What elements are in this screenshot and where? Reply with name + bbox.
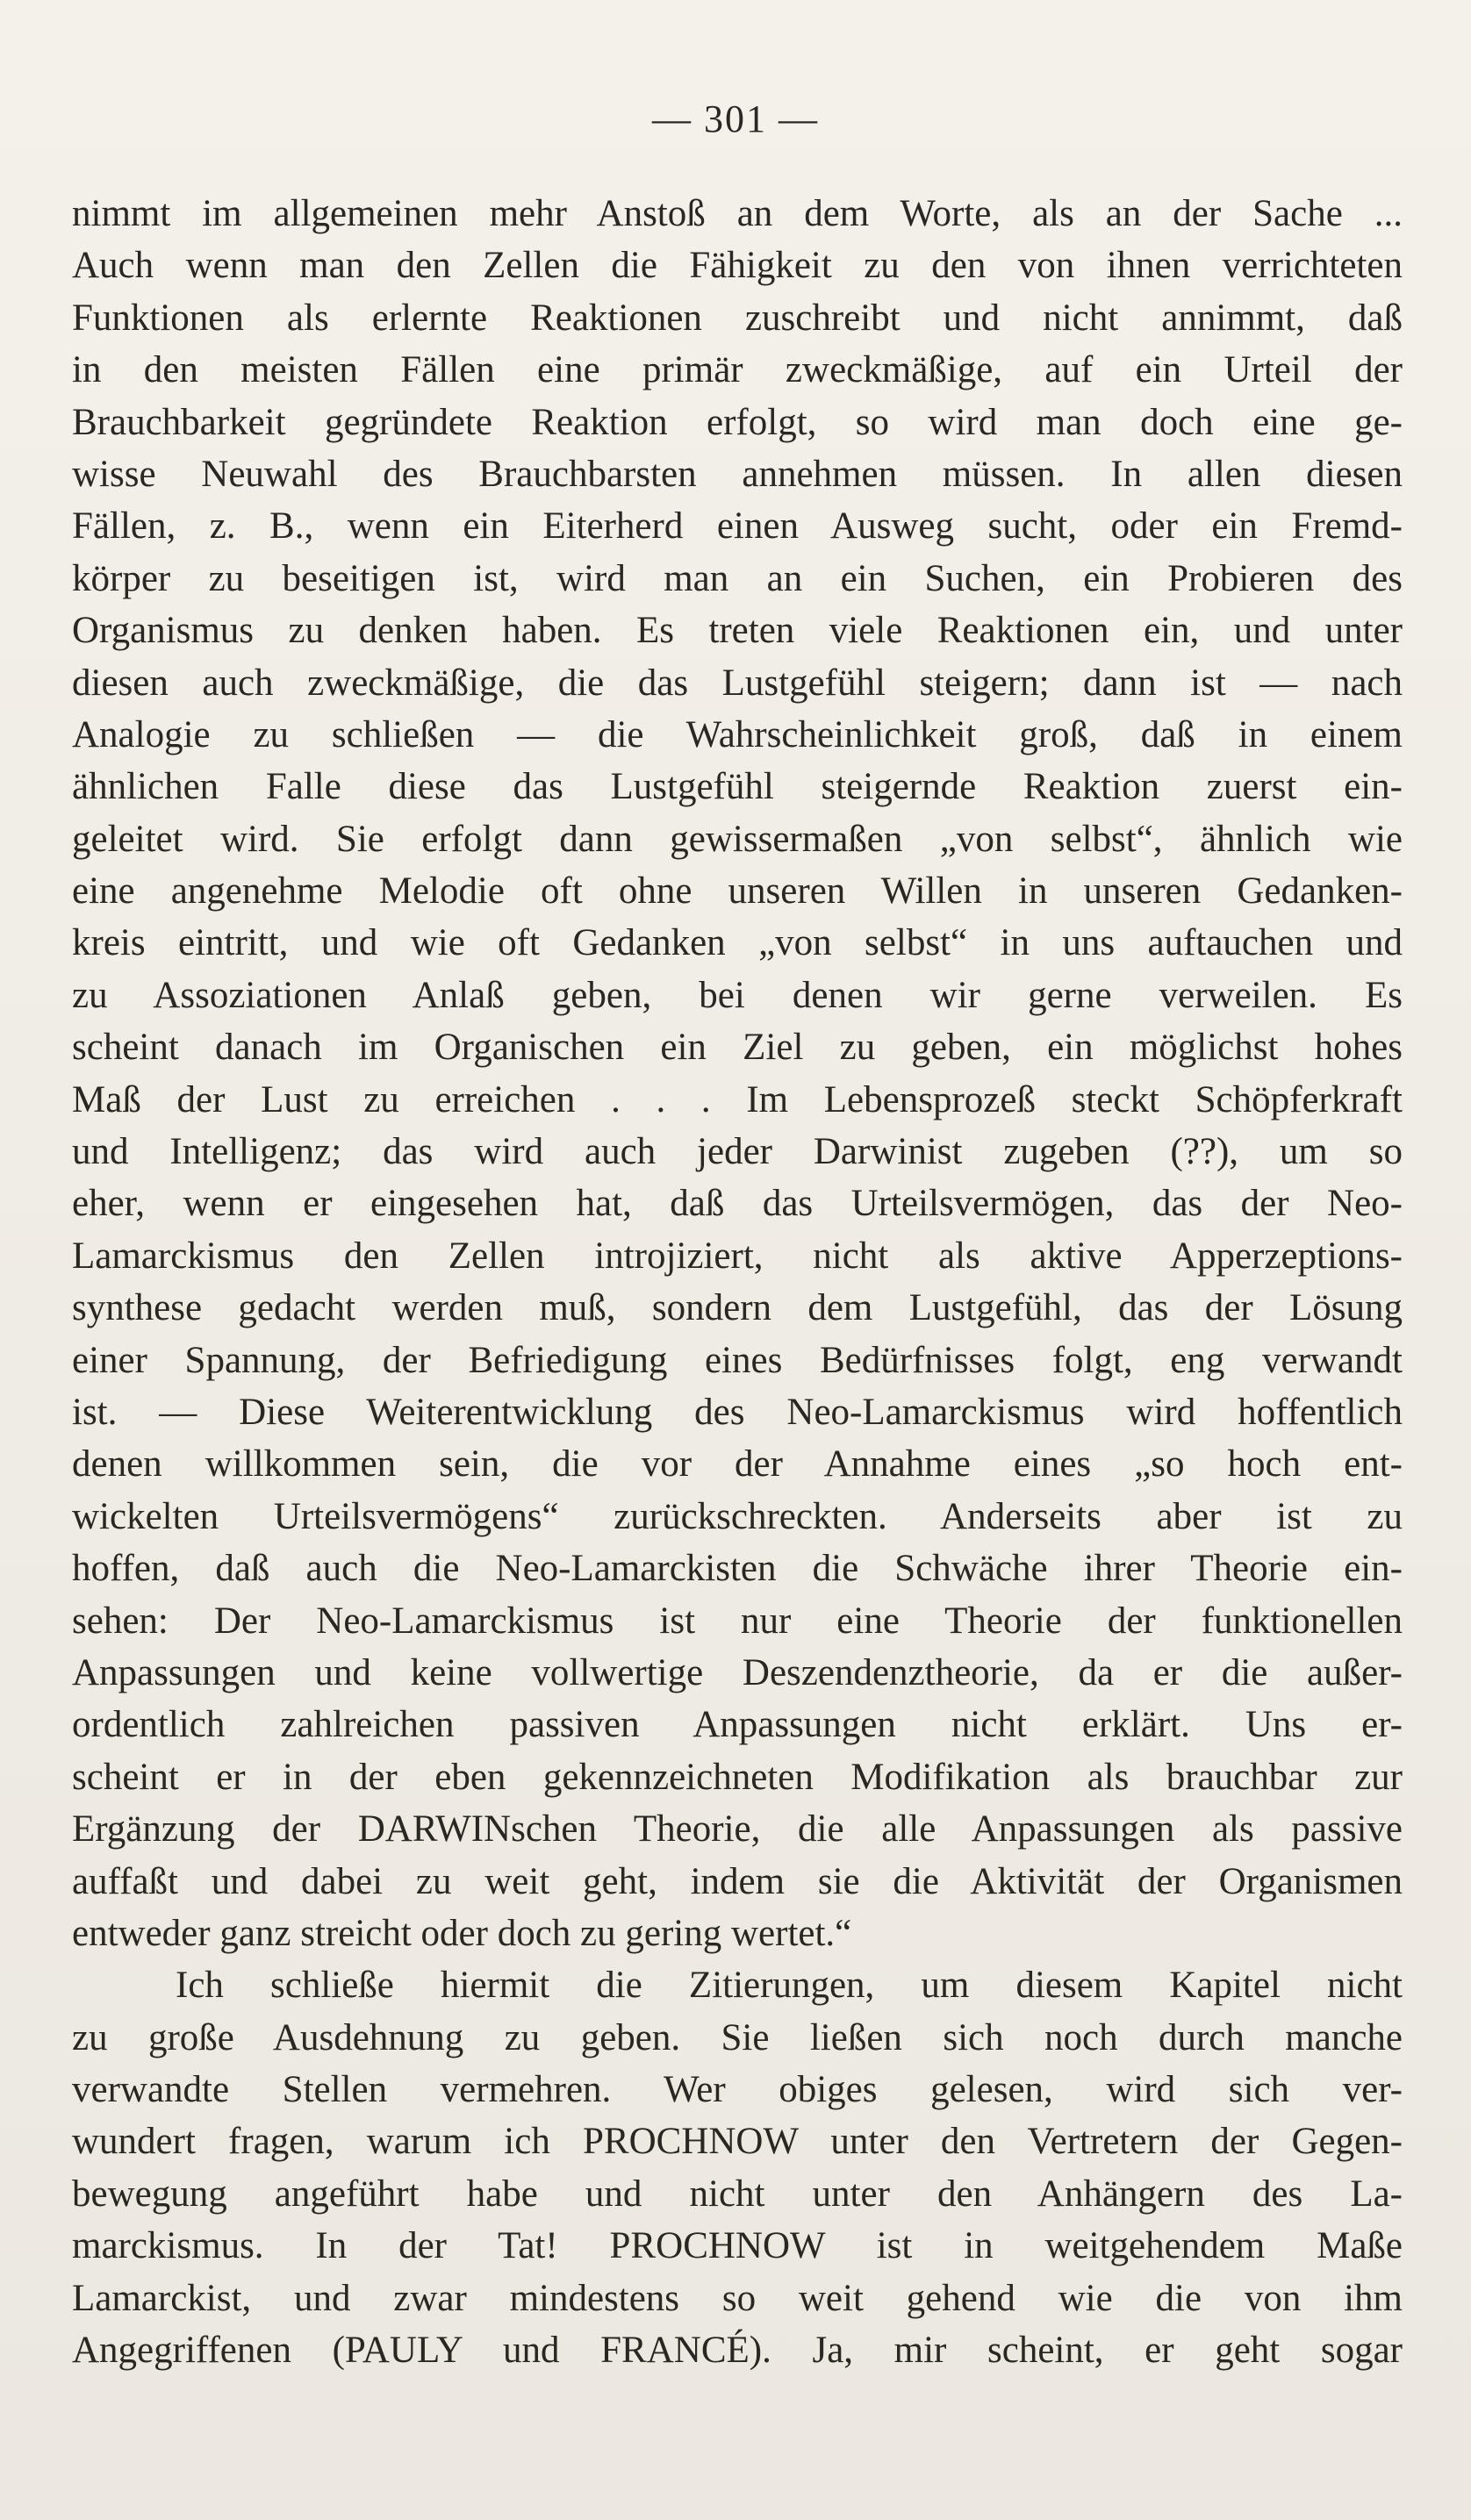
text-line: Lamarckismus den Zellen introjiziert, nicht als aktive Apperzeptions- <box>72 1235 1403 1277</box>
page-number: — 301 — <box>652 97 819 140</box>
text-line: marckismus. In der Tat! PROCHNOW ist in weitgehendem Maße <box>72 2225 1403 2267</box>
text-line: ähnlichen Falle diese das Lustgefühl steigernde Reaktion zuerst ein- <box>72 766 1403 808</box>
text-line: Lamarckist, und zwar mindestens so weit gehend wie die von ihm <box>72 2277 1403 2319</box>
text-line: Maß der Lust zu erreichen . . . Im Lebensprozeß steckt Schöpferkraft <box>72 1078 1403 1120</box>
text-line: wundert fragen, warum ich PROCHNOW unter den Vertretern der Gegen- <box>72 2121 1403 2163</box>
text-line: kreis eintritt, und wie oft Gedanken „von selbst“ in uns auftauchen und <box>72 922 1403 964</box>
text-line: Ich schließe hiermit die Zitierungen, um diesem Kapitel nicht <box>176 1965 1403 2007</box>
paragraph-main <box>72 1959 1403 2376</box>
text-line: Brauchbarkeit gegründete Reaktion erfolgt, so wird man doch eine ge- <box>72 401 1403 443</box>
text-line: Funktionen als erlernte Reaktionen zuschreibt und nicht annimmt, daß <box>72 297 1403 339</box>
text-line: einer Spannung, der Befriedigung eines Bedürfnisses folgt, eng verwandt <box>72 1339 1403 1381</box>
text-line: synthese gedacht werden muß, sondern dem Lustgefühl, das der Lösung <box>72 1287 1403 1329</box>
text-line: entweder ganz streicht oder doch zu gering wertet.“ <box>72 1912 852 1954</box>
text-line: Angegriffenen (PAULY und FRANCÉ). Ja, mir scheint, er geht sogar <box>72 2330 1403 2372</box>
text-line: diesen auch zweckmäßige, die das Lustgefühl steigern; dann ist — nach <box>72 662 1403 704</box>
text-line: scheint er in der eben gekennzeichneten Modifikation als brauchbar zur <box>72 1756 1403 1798</box>
paragraph-quotation-end <box>72 188 1403 1959</box>
text-line: bewegung angeführt habe und nicht unter den Anhängern des La- <box>72 2173 1403 2215</box>
text-line: Analogie zu schließen — die Wahrscheinlichkeit groß, daß in einem <box>72 713 1403 755</box>
text-line: scheint danach im Organischen ein Ziel zu geben, ein möglichst hohes <box>72 1027 1403 1069</box>
text-line: Ergänzung der DARWINschen Theorie, die alle Anpassungen als passive <box>72 1808 1403 1851</box>
text-line: eher, wenn er eingesehen hat, daß das Urteilsvermögen, das der Neo- <box>72 1183 1403 1225</box>
text-line: ordentlich zahlreichen passiven Anpassungen nicht erklärt. Uns er- <box>72 1704 1403 1746</box>
body-text <box>72 188 1403 2376</box>
text-line: verwandte Stellen vermehren. Wer obiges gelesen, wird sich ver- <box>72 2069 1403 2111</box>
text-line: wisse Neuwahl des Brauchbarsten annehmen müssen. In allen diesen <box>72 453 1403 495</box>
text-line: auffaßt und dabei zu weit geht, indem sie die Aktivität der Organismen <box>72 1860 1403 1902</box>
text-line: körper zu beseitigen ist, wird man an ein Suchen, ein Probieren des <box>72 557 1403 599</box>
text-line: Anpassungen und keine vollwertige Deszendenztheorie, da er die außer- <box>72 1651 1403 1693</box>
text-line: zu große Ausdehnung zu geben. Sie ließen sich noch durch manche <box>72 2016 1403 2058</box>
text-line: in den meisten Fällen eine primär zweckmäßige, auf ein Urteil der <box>72 349 1403 391</box>
text-line: Auch wenn man den Zellen die Fähigkeit zu den von ihnen verrichteten <box>72 245 1403 287</box>
text-line: hoffen, daß auch die Neo-Lamarckisten die Schwäche ihrer Theorie ein- <box>72 1548 1403 1590</box>
text-line: sehen: Der Neo-Lamarckismus ist nur eine Theorie der funktionellen <box>72 1600 1403 1642</box>
text-line: wickelten Urteilsvermögens“ zurückschreckten. Anderseits aber ist zu <box>72 1495 1403 1537</box>
text-line: zu Assoziationen Anlaß geben, bei denen wir gerne verweilen. Es <box>72 974 1403 1016</box>
text-line: eine angenehme Melodie oft ohne unseren Willen in unseren Gedanken- <box>72 870 1403 913</box>
text-line: Organismus zu denken haben. Es treten viele Reaktionen ein, und unter <box>72 610 1403 652</box>
text-line: geleitet wird. Sie erfolgt dann gewissermaßen „von selbst“, ähnlich wie <box>72 818 1403 860</box>
text-line: und Intelligenz; das wird auch jeder Darwinist zugeben (??), um so <box>72 1131 1403 1173</box>
text-line: denen willkommen sein, die vor der Annahme eines „so hoch ent- <box>72 1443 1403 1486</box>
text-line: ist. — Diese Weiterentwicklung des Neo-Lamarckismus wird hoffentlich <box>72 1391 1403 1433</box>
text-line: nimmt im allgemeinen mehr Anstoß an dem Worte, als an der Sache ... <box>72 193 1403 234</box>
text-line: Fällen, z. B., wenn ein Eiterherd einen Ausweg sucht, oder ein Fremd- <box>72 505 1403 548</box>
